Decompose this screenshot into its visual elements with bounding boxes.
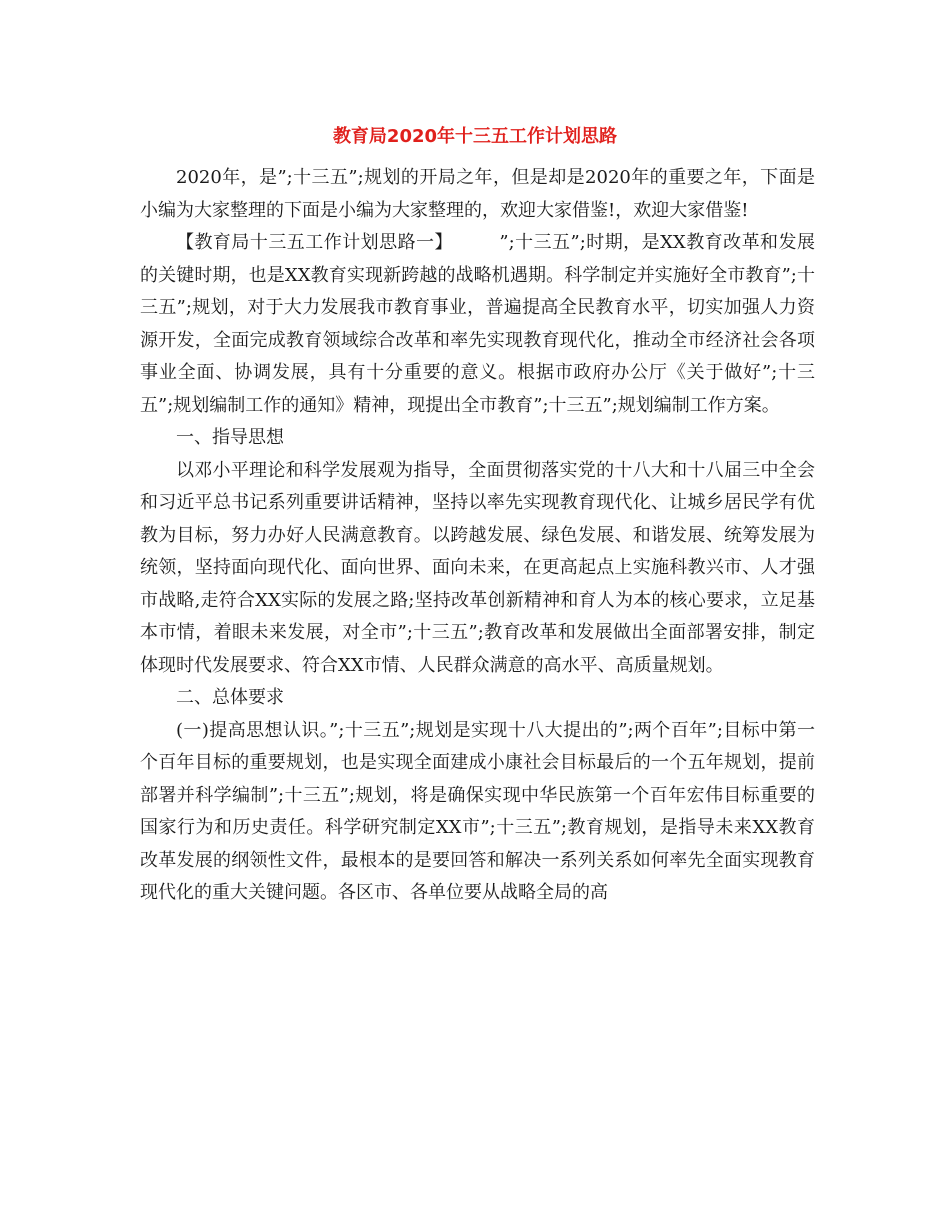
document-title: 教育局2020年十三五工作计划思路: [332, 126, 618, 147]
paragraph-guiding-thought: 以邓小平理论和科学发展观为指导，全面贯彻落实党的十八大和十八届三中全会和习近平总书记系列重要讲话精神，坚持以率先实现教育现代化、让城乡居民学有优教为目标，努力办好人民满意教育。以跨越发展、绿色发展、和谐发展、统筹发展为统领，坚持面向现代化、面向世界、面向未来，在更高起点上实施科教兴市、人才强市战略,走符合XX实际的发展之路;坚持改革创新精神和育人为本的核心要求，立足基本市情，着眼未来发展，对全市”;十三五”;教育改革和发展做出全面部署安排，制定体现时代发展要求、符合XX市情、人民群众满意的高水平、高质量规划。: [140, 459, 815, 676]
paragraph-plan-one: 【教育局十三五工作计划思路一】 ”;十三五”;时期，是XX教育改革和发展的关键时期，也是XX教育实现新跨越的战略机遇期。科学制定并实施好全市教育”;十三五”;规划，对于大力发展我市教育事业，普遍提高全民教育水平，切实加强人力资源开发，全面完成教育领域综合改革和率先实现教育现代化，推动全市经济社会各项事业全面、协调发展，具有十分重要的意义。根据市政府办公厅《关于做好”;十三五”;规划编制工作的通知》精神，现提出全市教育”;十三五”;规划编制工作方案。: [140, 232, 815, 416]
document-body: [140, 162, 815, 910]
section-heading-general-requirements: 二、总体要求: [176, 687, 284, 708]
paragraph-intro: 2020年，是”;十三五”;规划的开局之年，但是却是2020年的重要之年，下面是小编为大家整理的下面是小编为大家整理的，欢迎大家借鉴!，欢迎大家借鉴!: [140, 167, 815, 221]
section-heading-guiding-thought: 一、指导思想: [176, 427, 284, 448]
paragraph-raise-awareness: (一)提高思想认识。”;十三五”;规划是实现十八大提出的”;两个百年”;目标中第一个百年目标的重要规划，也是实现全面建成小康社会目标最后的一个五年规划，提前部署并科学编制”;十三五”;规划，将是确保实现中华民族第一个百年宏伟目标重要的国家行为和历史责任。科学研究制定XX市”;十三五”;教育规划，是指导未来XX教育改革发展的纲领性文件，最根本的是要回答和解决一系列关系如何率先全面实现教育现代化的重大关键问题。各区市、各单位要从战略全局的高: [140, 719, 815, 903]
